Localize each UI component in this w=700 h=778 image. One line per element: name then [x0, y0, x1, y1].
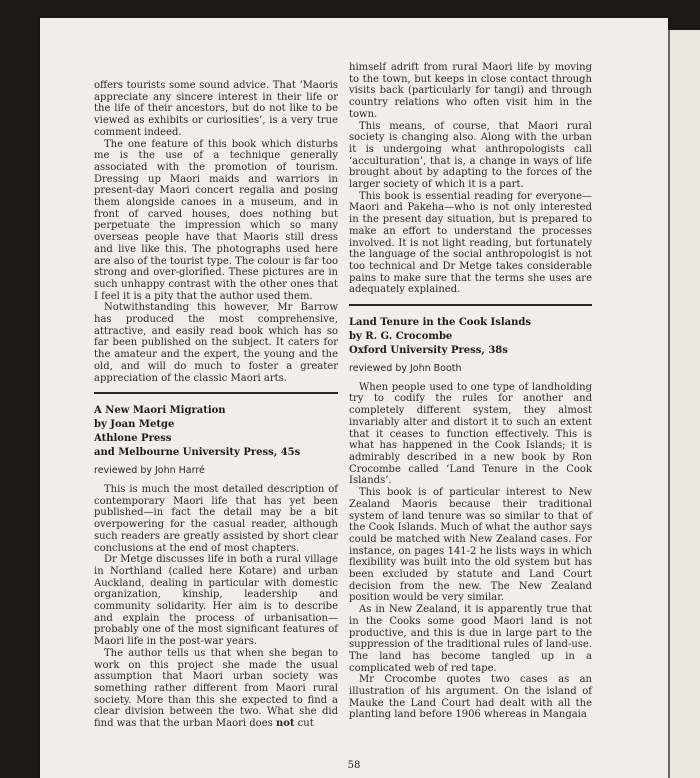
page-number: 58	[347, 760, 361, 771]
paragraph: This is much the most detailed description of contemporary Maori life that has yet been published—in fact the detail may be a bit overpowering for the casual reader, although such readers are greatly assisted by short clear conclusions at the end of most chapters.	[94, 483, 338, 554]
paragraph: himself adrift from rural Maori life by moving to the town, but keeps in close contact through visits back (particularly for tangi) and through country relations who often visit him in the town.	[349, 62, 592, 120]
paragraph: Mr Crocombe quotes two cases as an illustration of his argument. On the island of Mauke the Land Court had dealt with all the planting land before 1906 whereas in Mangaia	[349, 674, 592, 721]
paragraph: This means, of course, that Maori rural society is changing also. Along with the urban it is undergoing what anthropologists call ‘acculturation’, that is, a change in ways of life brought about by adapting to the forces of the larger society of which it is a part.	[349, 120, 592, 191]
review-publisher: Oxford University Press, 38s	[349, 345, 508, 357]
paragraph: offers tourists some sound advice. That ‘Maoris appreciate any sincere interest in their life or the life of their ancestors, but do not like to be viewed as exhibits or curiosities’, is a very true comment indeed.	[94, 80, 338, 138]
review-title: A New Maori Migration	[94, 405, 226, 417]
facing-page-edge	[668, 30, 700, 778]
paragraph: Notwithstanding this however, Mr Barrow has produced the most comprehensive, attractive, and easily read book which has so far been published on the subject. It caters for the amateur and the expert, the young and the old, and will do much to foster a greater appreciation of the classic Maori arts.	[94, 302, 338, 384]
review-author: by R. G. Crocombe	[349, 331, 453, 343]
emphasis: not	[275, 718, 295, 730]
review-reviewer: reviewed by John Booth	[349, 363, 462, 375]
text-run: The author tells us that when she began to work on this project she made the usual assumption that Maori urban society was something rather different from Maori rural society. More than this she expected to find a clear division between the two. What she did find was that the urban Maori does	[94, 647, 338, 730]
review-title: Land Tenure in the Cook Islands	[349, 317, 532, 329]
review-publisher: Athlone Press	[94, 433, 172, 445]
paragraph: The one feature of this book which disturbs me is the use of a technique generally associated with the promotion of tourism. Dressing up Maori maids and warriors in present-day Maori concert regalia and posing them alongside canoes in a museum, and in front of carved houses, does nothing but perpetuate the impression which so many overseas people have that Maoris still dress and live like this. The photographs used here are also of the tourist type. The colour is far too strong and over-glorified. These pictures are in such unhappy contrast with the other ones that I feel it is a pity that the author used them.	[94, 138, 338, 302]
paragraph: As in New Zealand, it is apparently true that in the Cooks some good Maori land is not productive, and this is due in large part to the suppression of the traditional rules of land-use. The land has become tangled up in a complicated web of red tape.	[349, 604, 592, 674]
paragraph: Dr Metge discusses life in both a rural village in Northland (called here Kotare) and urban Auckland, dealing in particular with domestic organization, kinship, leadership and community solidarity. Her aim is to describe and explain the process of urbanisation—probably one of the most significant features of Maori life in the post-war years.	[94, 554, 338, 648]
left-column	[94, 80, 338, 730]
review-author: by Joan Metge	[94, 419, 175, 431]
review-publisher: and Melbourne University Press, 45s	[94, 447, 301, 459]
section-divider	[349, 304, 592, 306]
paragraph	[94, 648, 338, 730]
right-column	[349, 62, 592, 721]
paragraph: This book is essential reading for everyone—Maori and Pakeha—who is not only interested in the present day situation, but is prepared to make an effort to understand the processes involved. It is not light reading, but fortunately the language of the social anthropologist is not too technical and Dr Metge takes considerable pains to make sure that the terms she uses are adequately explained.	[349, 190, 592, 296]
review-reviewer: reviewed by John Harré	[94, 465, 205, 477]
section-divider	[94, 392, 338, 394]
text-run: cut	[294, 718, 314, 730]
paragraph: When people used to one type of landholding try to codify the rules for another and completely different system, they almost invariably alter and distort it to such an extent that it ceases to function effectively. This is what has happened in the Cook Islands; it is admirably described in a new book by Ron Crocombe called ‘Land Tenure in the Cook Islands’.	[349, 381, 592, 487]
paragraph: This book is of particular interest to New Zealand Maoris because their traditional system of land tenure was so similar to that of the Cook Islands. Much of what the author says could be matched with New Zealand cases. For instance, on pages 141-2 he lists ways in which flexibility was built into the old system but has been excluded by statute and Land Court decision from the new. The New Zealand position would be very similar.	[349, 487, 592, 604]
